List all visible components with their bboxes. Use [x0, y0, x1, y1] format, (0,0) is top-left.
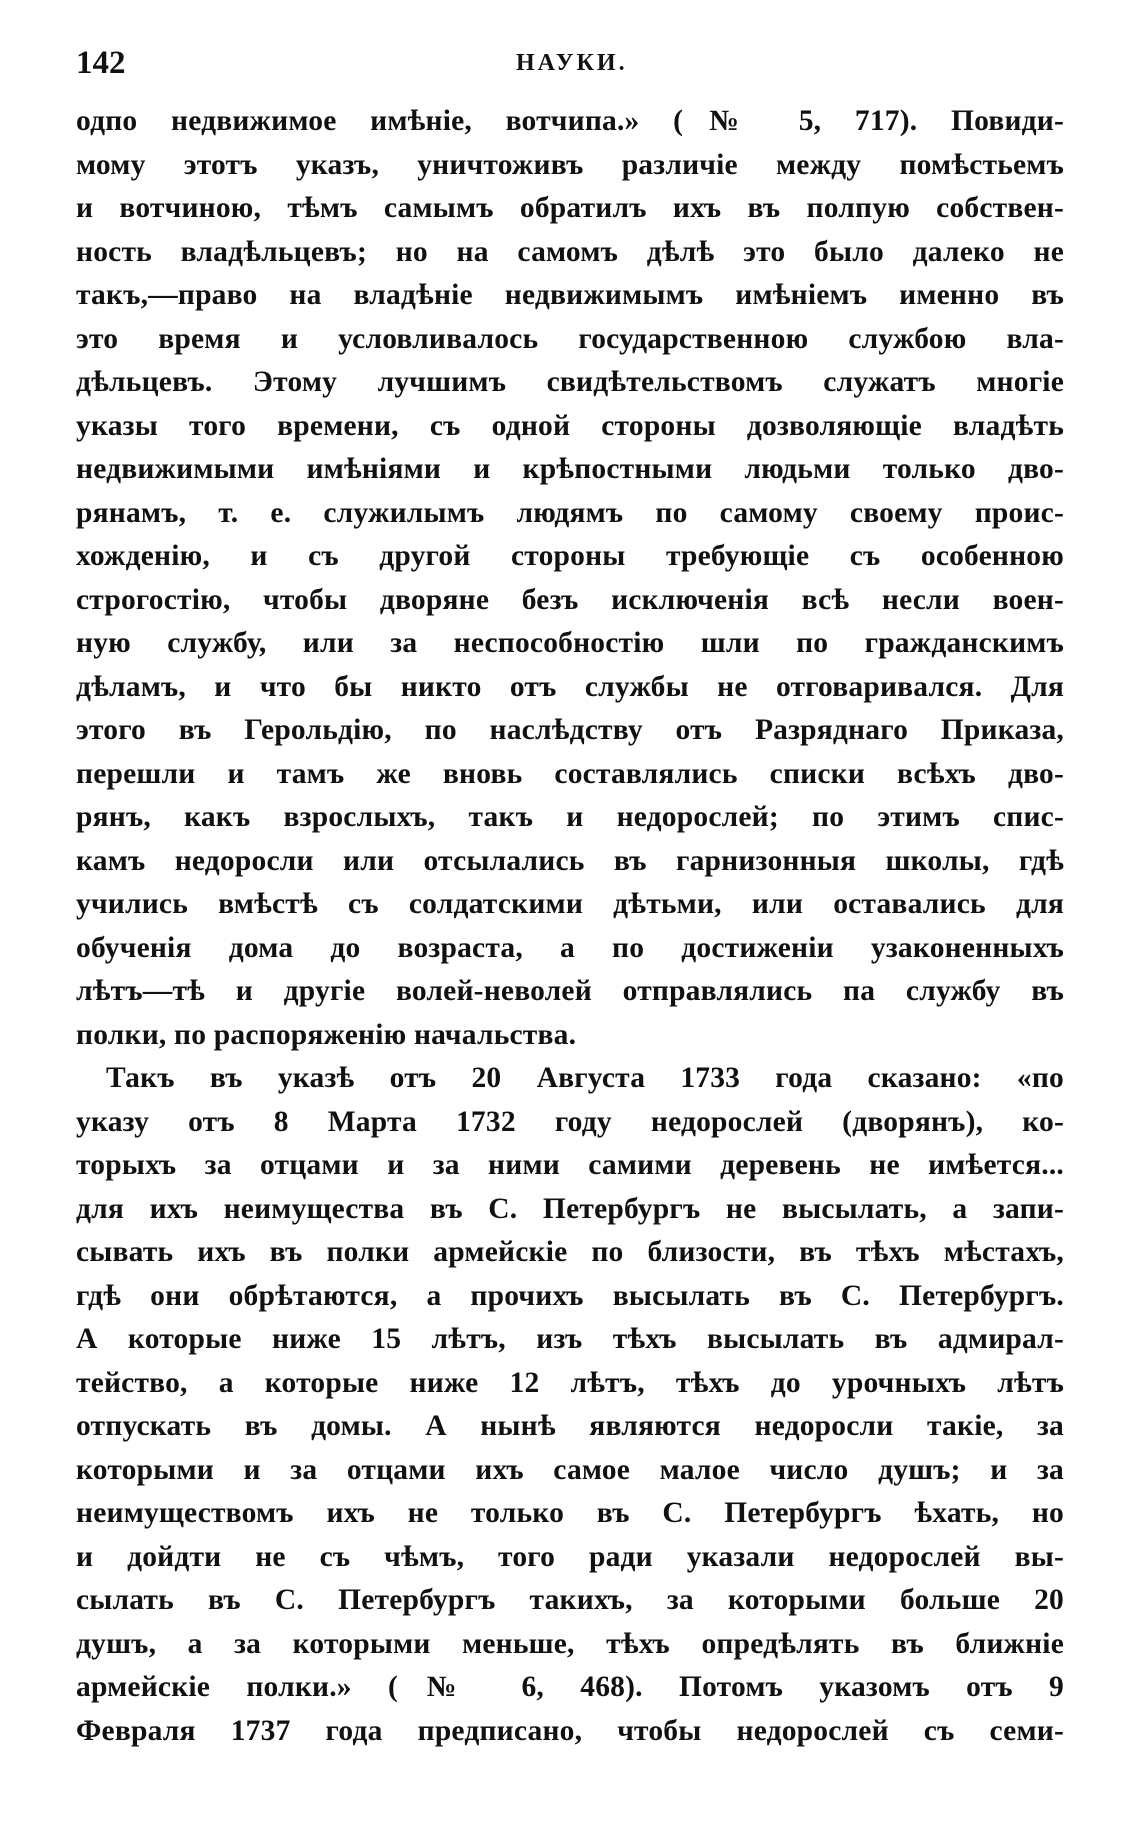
text-line: армейскіе полки.» (№ 6, 468). Потомъ указомъ отъ 9	[76, 1671, 1064, 1703]
text-line: ную службу, или за неспособностію шли по гражданскимъ	[76, 627, 1064, 659]
text-line: строгостію, чтобы дворяне безъ исключенія всѣ несли воен-	[76, 583, 1064, 616]
text-line: указу отъ 8 Марта 1732 году недорослей (дворянъ), ко-	[76, 1105, 1064, 1138]
text-line: рянъ, какъ взрослыхъ, такъ и недорослей; по этимъ спис-	[76, 801, 1064, 833]
text-line: Февраля 1737 года предписано, чтобы недорослей съ семи-	[76, 1714, 1064, 1747]
text-line: торыхъ за отцами и за ними самими деревень не имѣется...	[76, 1149, 1064, 1181]
running-head: НАУКИ.	[516, 50, 628, 76]
text-line: этого въ Герольдію, по наслѣдству отъ Разряднаго Приказа,	[76, 714, 1064, 746]
text-line: обученія дома до возраста, а по достиженіи узаконенныхъ	[76, 931, 1064, 964]
text-line: сывать ихъ въ полки армейскіе по близости, въ тѣхъ мѣстахъ,	[76, 1236, 1064, 1268]
text-line: лѣтъ—тѣ и другіе волей-неволей отправлялись па службу въ	[76, 975, 1064, 1007]
text-line: это время и условливалось государственною службою вла-	[76, 322, 1064, 355]
page-header	[76, 38, 1036, 88]
text-line: указы того времени, съ одной стороны дозволяющіе владѣть	[76, 409, 1064, 442]
text-line: рянамъ, т. е. служилымъ людямъ по самому своему проис-	[76, 496, 1064, 529]
text-line: тейство, а которые ниже 12 лѣтъ, тѣхъ до урочныхъ лѣтъ	[76, 1366, 1064, 1399]
text-line: отпускать въ домы. А нынѣ являются недоросли такіе, за	[76, 1410, 1064, 1442]
text-line: и вотчиною, тѣмъ самымъ обратилъ ихъ въ полпую собствен-	[76, 192, 1064, 224]
text-line: такъ,—право на владѣніе недвижимымъ имѣніемъ именно въ	[76, 279, 1064, 311]
text-line: которыми и за отцами ихъ самое малое число душъ; и за	[76, 1453, 1064, 1486]
text-line: гдѣ они обрѣтаются, а прочихъ высылать въ С. Петербургъ.	[76, 1279, 1064, 1312]
paragraph-end-line: полки, по распоряженію начальства.	[76, 1018, 577, 1051]
text-line: хожденію, и съ другой стороны требующіе съ особенною	[76, 540, 1064, 572]
text-line: для ихъ неимущества въ С. Петербургъ не высылать, а запи-	[76, 1192, 1064, 1225]
text-line: дѣламъ, и что бы никто отъ службы не отговаривался. Для	[76, 670, 1064, 703]
text-line: мому этотъ указъ, уничтоживъ различіе между помѣстьемъ	[76, 148, 1064, 181]
text-line: дѣльцевъ. Этому лучшимъ свидѣтельствомъ служатъ многіе	[76, 366, 1064, 398]
text-line: учились вмѣстѣ съ солдатскими дѣтьми, или оставались для	[76, 888, 1064, 920]
text-line: одпо недвижимое имѣніе, вотчипа.» (№ 5, 717). Повиди-	[76, 105, 1064, 137]
text-line: А которые ниже 15 лѣтъ, изъ тѣхъ высылать въ адмирал-	[76, 1323, 1064, 1355]
paragraph-start-line: Такъ въ указѣ отъ 20 Августа 1733 года сказано: «по	[106, 1062, 1064, 1094]
text-line: перешли и тамъ же вновь составлялись списки всѣхъ дво-	[76, 757, 1064, 790]
text-line: и дойдти не съ чѣмъ, того ради указали недорослей вы-	[76, 1540, 1064, 1573]
text-line: неимуществомъ ихъ не только въ С. Петербургъ ѣхать, но	[76, 1497, 1064, 1529]
text-line: камъ недоросли или отсылались въ гарнизонныя школы, гдѣ	[76, 844, 1064, 877]
body-text	[76, 100, 1064, 1753]
text-line: душъ, а за которыми меньше, тѣхъ опредѣлять въ ближніе	[76, 1627, 1064, 1660]
page-number: 142	[76, 45, 126, 81]
text-line: сылать въ С. Петербургъ такихъ, за которыми больше 20	[76, 1584, 1064, 1616]
text-line: ность владѣльцевъ; но на самомъ дѣлѣ это было далеко не	[76, 235, 1064, 268]
text-line: недвижимыми имѣніями и крѣпостными людьми только дво-	[76, 453, 1064, 485]
